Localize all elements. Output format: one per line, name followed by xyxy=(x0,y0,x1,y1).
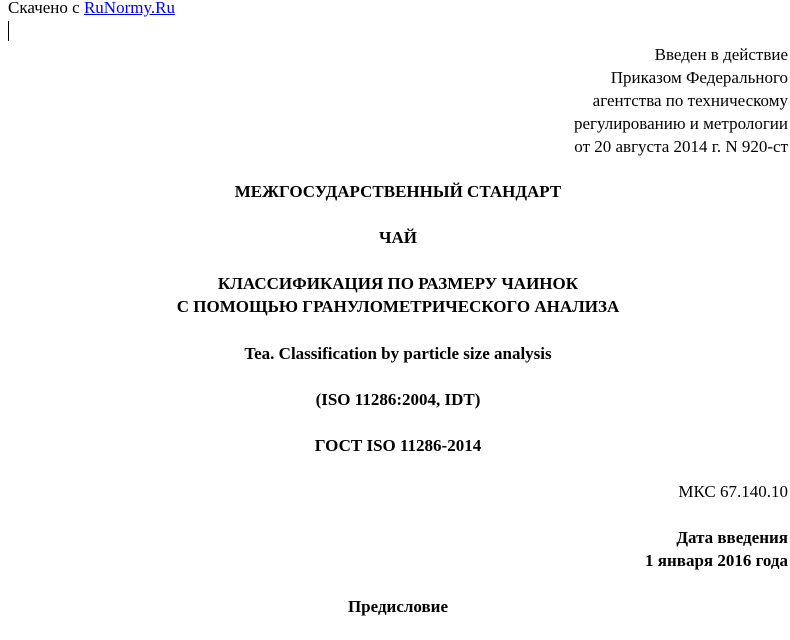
standard-type-heading: МЕЖГОСУДАРСТВЕННЫЙ СТАНДАРТ xyxy=(234,182,562,201)
approval-line-2: Приказом Федерального xyxy=(610,68,788,87)
approval-line-5: от 20 августа 2014 г. N 920-ст xyxy=(574,137,788,156)
gost-number: ГОСТ ISO 11286-2014 xyxy=(314,436,482,455)
source-link[interactable]: RuNormy.Ru xyxy=(83,0,175,17)
document-title: ЧАЙ xyxy=(379,228,417,247)
intro-date: 1 января 2016 года xyxy=(645,551,788,570)
approval-line-1: Введен в действие xyxy=(654,45,788,64)
section-heading-foreword: Предисловие xyxy=(347,597,449,616)
approval-block xyxy=(368,43,788,158)
source-prefix: Скачено с xyxy=(8,0,80,17)
intro-date-label: Дата введения xyxy=(676,528,788,547)
english-title: Tea. Classification by particle size analysis xyxy=(244,344,552,363)
approval-line-4: регулированию и метрологии xyxy=(573,114,788,133)
mks-code: МКС 67.140.10 xyxy=(678,482,788,501)
source-line xyxy=(8,0,175,19)
subtitle-line-2: С ПОМОЩЬЮ ГРАНУЛОМЕТРИЧЕСКОГО АНАЛИЗА xyxy=(176,297,620,316)
iso-reference: (ISO 11286:2004, IDT) xyxy=(315,390,481,409)
text-cursor xyxy=(8,21,9,41)
subtitle-line-1: КЛАССИФИКАЦИЯ ПО РАЗМЕРУ ЧАИНОК xyxy=(217,274,579,293)
approval-line-3: агентства по техническому xyxy=(592,91,788,110)
